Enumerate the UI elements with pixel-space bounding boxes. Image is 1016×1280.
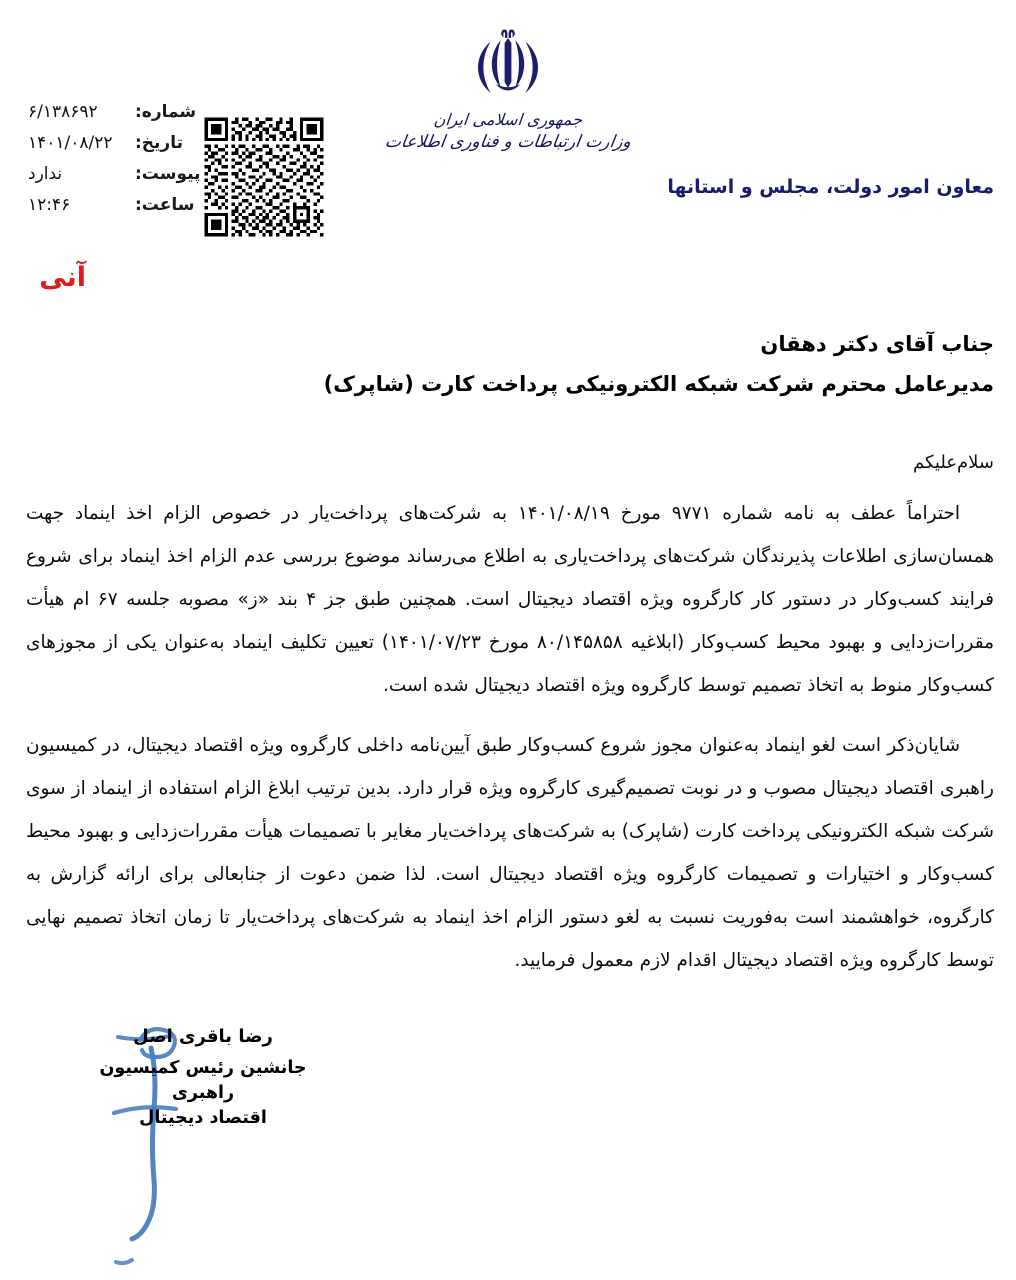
signatory-role-line2: اقتصاد دیجیتال xyxy=(139,1108,267,1128)
document-meta xyxy=(18,102,203,226)
body-paragraph-1 xyxy=(26,492,994,707)
body-paragraph-2 xyxy=(26,724,994,982)
priority-stamp: آنی xyxy=(39,262,86,293)
recipient-title: مدیرعامل محترم شرکت شبکه الکترونیکی پرداخت کارت (شاپرک) xyxy=(323,372,994,396)
meta-value-time: ۱۲:۴۶ xyxy=(28,195,71,215)
meta-row-time xyxy=(18,195,203,226)
body-paragraph-1-text: احتراماً عطف به نامه شماره ۹۷۷۱ مورخ ۱۴۰۱/۰۸/۱۹ به شرکت‌های پرداخت‌یار در خصوص الزام اخذ اینماد جهت همسان‌سازی اطلاعات پذیرندگان شرکت‌های پرداخت‌یاری به اطلاع می‌رساند موضوع بررسی عدم الزام اخذ اینماد برای شروع فرایند کسب‌وکار در دستور کار کارگروه ویژه اقتصاد دیجیتال است. همچنین طبق جز ۴ بند «ز» مصوبه جلسه ۶۷ ام هیأت مقررات‌زدایی و بهبود محیط کسب‌وکار (ابلاغیه ۸۰/۱۴۵۸۵۸ مورخ ۱۴۰۱/۰۷/۲۳) تعیین تکلیف اینماد به‌عنوان یکی از مجوزهای کسب‌وکار منوط به اتخاذ تصمیم توسط کارگروه ویژه اقتصاد دیجیتال شده است. xyxy=(26,503,994,696)
qr-code xyxy=(200,114,328,240)
meta-label-date: تاریخ: xyxy=(135,133,183,153)
meta-row-date xyxy=(18,133,203,164)
meta-label-attachment: پیوست: xyxy=(135,164,201,184)
recipient-name: جناب آقای دکتر دهقان xyxy=(760,332,994,356)
signatory-role-line1: جانشین رئیس کمیسیون راهبری xyxy=(99,1058,307,1103)
meta-row-attachment xyxy=(18,164,203,195)
meta-label-time: ساعت: xyxy=(135,195,195,215)
body-paragraph-2-text: شایان‌ذکر است لغو اینماد به‌عنوان مجوز شروع کسب‌وکار طبق آیین‌نامه داخلی کارگروه ویژه اقتصاد دیجیتال، در کمیسیون راهبری اقتصاد دیجیتال مصوب و در نوبت تصمیم‌گیری کارگروه ویژه قرار دارد. بدین ترتیب ابلاغ الزام استفاده از اینماد از سوی شرکت شبکه الکترونیکی پرداخت کارت (شاپرک) به شرکت‌های پرداخت‌یار مغایر با تصمیمات هیأت مقررات‌زدایی و بهبود محیط کسب‌وکار و اختیارات و تصمیمات کارگروه ویژه اقتصاد دیجیتال است. لذا ضمن دعوت از جنابعالی برای ارائه گزارش به کارگروه، خواهشمند است به‌فوریت نسبت به لغو دستور الزام اخذ اینماد به شرکت‌های پرداخت‌یار تا زمان اتخاذ تصمیم نهایی توسط کارگروه ویژه اقتصاد دیجیتال اقدام لازم معمول فرمایید. xyxy=(26,735,994,971)
department-title: معاون امور دولت، مجلس و استانها xyxy=(667,176,994,198)
organization-name-line2: وزارت ارتباطات و فناوری اطلاعات xyxy=(383,132,633,152)
recipient-block xyxy=(34,332,994,396)
meta-value-number: ۶/۱۳۸۶۹۲ xyxy=(28,102,98,122)
emblem-block xyxy=(358,24,658,152)
letter-body xyxy=(26,492,994,999)
meta-value-attachment: ندارد xyxy=(28,164,63,184)
signature-block xyxy=(88,1026,318,1131)
meta-label-number: شماره: xyxy=(135,102,197,122)
organization-name-line1: جمهوری اسلامی ایران xyxy=(432,110,584,129)
meta-row-number xyxy=(18,102,203,133)
iran-national-emblem-icon xyxy=(358,24,658,106)
signatory-name: رضا باقری اصل xyxy=(133,1026,273,1047)
letterhead xyxy=(0,14,1016,215)
meta-value-date: ۱۴۰۱/۰۸/۲۲ xyxy=(28,133,113,153)
salutation: سلام‌علیکم xyxy=(912,452,994,473)
